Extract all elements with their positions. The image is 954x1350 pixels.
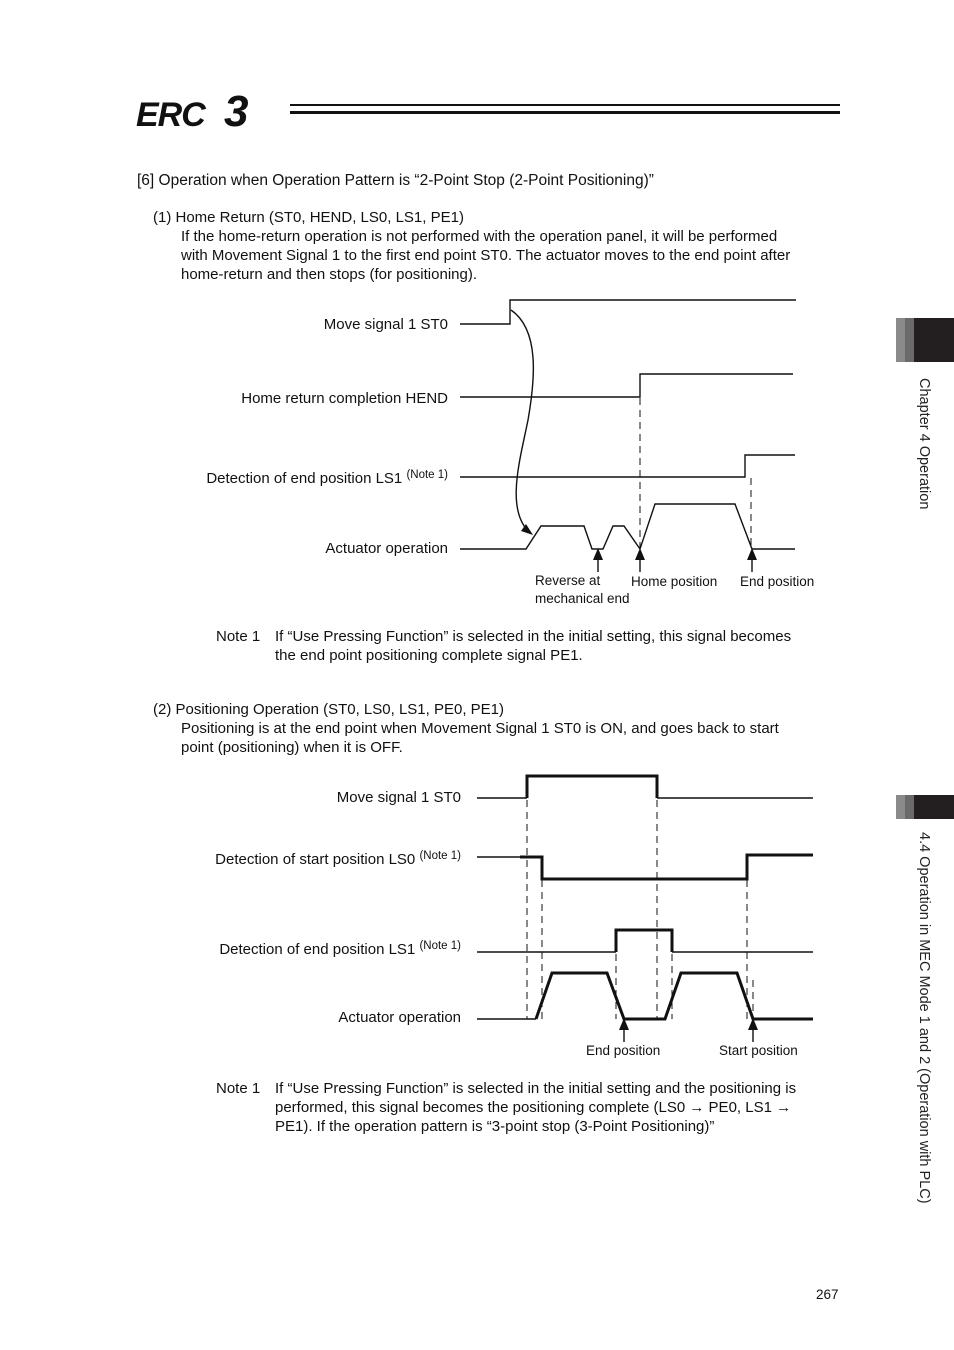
sub2-note-body: If “Use Pressing Function” is selected in the initial setting and the positioning is performed, this signal becomes the positioning complete (LS0 → PE0, LS1 → PE1). If the operation pattern is “3-point stop (3-Point Positioning)”: [275, 1080, 797, 1135]
sub2-body-line: point (positioning) when it is OFF.: [181, 739, 403, 756]
section-title: [6] Operation when Operation Pattern is “2-Point Stop (2-Point Positioning)”: [137, 172, 654, 189]
home-arrow-icon: [635, 548, 645, 560]
side-chapter-text: Chapter 4 Operation: [916, 378, 932, 510]
timing-diagram-1: [0, 0, 954, 620]
d2-annotation-end: End position: [586, 1043, 661, 1058]
svg-text:ERC: ERC: [136, 96, 205, 130]
note-ref: (Note 1): [419, 850, 461, 862]
d2-ls1-pulse: [616, 930, 672, 952]
page-number: 267: [816, 1287, 839, 1302]
d1-label-st0: Move signal 1 ST0: [323, 316, 448, 333]
end-arrow-icon: [747, 548, 757, 560]
sub1-body-line: home-return and then stops (for positioning).: [181, 266, 477, 283]
d1-arrowhead-icon: [521, 524, 533, 535]
d1-st0-trace: [460, 300, 796, 324]
d1-causal-arrow: [511, 310, 533, 533]
section-tab: [896, 795, 954, 819]
note-ref: (Note 1): [406, 469, 448, 481]
d2-actuator-trace: [536, 973, 813, 1019]
d2-st0-pulse: [527, 776, 657, 798]
d2-label-ls0: Detection of start position LS0 $^{(Note 1)}$: [215, 850, 461, 868]
d1-annotation-reverse: Reverse at mechanical end: [535, 573, 630, 606]
svg-text:3: 3: [224, 90, 249, 130]
sub1-note-body: If “Use Pressing Function” is selected in the initial setting, this signal becomes the end point positioning complete signal PE1.: [275, 628, 792, 664]
d2-label-ls1: Detection of end position LS1 $^{(Note 1)}$: [219, 940, 461, 958]
d1-annotation-end: End position: [740, 574, 815, 589]
d2-annotation-start: Start position: [719, 1043, 798, 1058]
d1-actuator-trace: [460, 504, 795, 549]
sub1-body-line: If the home-return operation is not performed with the operation panel, it will be performed: [181, 228, 778, 245]
reverse-arrow-icon: [593, 548, 603, 560]
chapter-tab: [896, 318, 954, 362]
d2-label-actuator: Actuator operation: [338, 1009, 461, 1026]
sub2-body: [181, 719, 841, 757]
sub2-note-label: Note 1: [216, 1080, 261, 1097]
d1-hend-trace: [460, 374, 793, 397]
d2-label-st0: Move signal 1 ST0: [336, 789, 461, 806]
sub1-note-label: Note 1: [216, 628, 261, 645]
side-section-text: 4.4 Operation in MEC Mode 1 and 2 (Operation with PLC): [916, 832, 932, 1204]
sub2-heading: (2) Positioning Operation (ST0, LS0, LS1, PE0, PE1): [153, 701, 505, 718]
d1-label-hend: Home return completion HEND: [241, 390, 448, 407]
d1-label-actuator: Actuator operation: [325, 540, 448, 557]
sub1-heading: (1) Home Return (ST0, HEND, LS0, LS1, PE1): [153, 209, 464, 226]
d1-annotation-home: Home position: [631, 574, 718, 589]
sub1-body-line: with Movement Signal 1 to the first end point ST0. The actuator moves to the end point after: [181, 247, 791, 264]
timing-diagram-2: [0, 760, 954, 1050]
d1-ls1-trace: [460, 455, 795, 477]
sub2-body-line: Positioning is at the end point when Movement Signal 1 ST0 is ON, and goes back to start: [181, 720, 779, 737]
note-ref: (Note 1): [419, 940, 461, 952]
d1-label-ls1: Detection of end position LS1 $^{(Note 1)}$: [206, 469, 448, 487]
d2-ls0-trace: [520, 855, 813, 879]
